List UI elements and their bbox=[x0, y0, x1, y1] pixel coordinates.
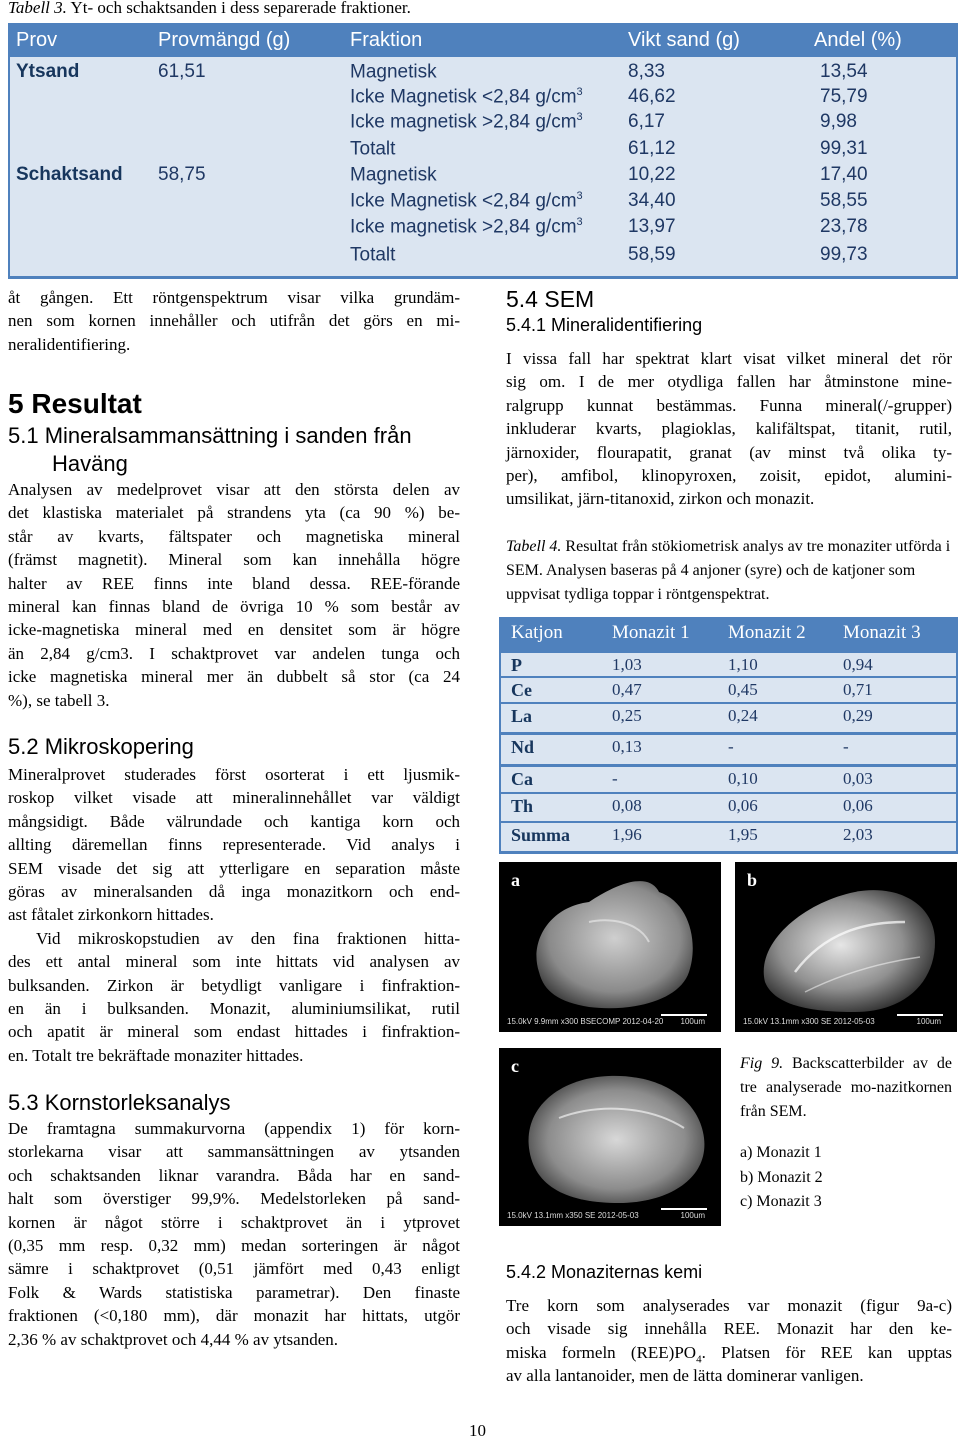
text-fragment: miska formeln (REE)PO bbox=[506, 1342, 697, 1362]
scale-bar bbox=[897, 1014, 943, 1016]
table3-cell-vikt: 58,59 bbox=[628, 244, 676, 265]
table3-cell-provmangd: 61,51 bbox=[158, 61, 206, 82]
table4-row bbox=[501, 767, 956, 792]
text-line: SEM visade det sig att ytterligare en separation måste bbox=[8, 858, 460, 878]
fraktion-text: Icke magnetisk >2,84 g/cm bbox=[350, 111, 577, 133]
paragraph-5-4-1 bbox=[506, 347, 952, 511]
table4-cell-katjon: Ce bbox=[511, 680, 532, 700]
fraktion-text: Totalt bbox=[350, 138, 396, 160]
table4-cell-value: 1,10 bbox=[728, 655, 758, 674]
table3-header-andel: Andel (%) bbox=[814, 29, 902, 51]
text-line: storlekarna visar att sammansättningen av ytsanden bbox=[8, 1142, 460, 1162]
table3-cell-vikt: 61,12 bbox=[628, 138, 676, 159]
text-line: och apatit är mineral som endast hittades i finfraktion- bbox=[8, 1022, 460, 1042]
text-line: De framtagna summakurvorna (appendix 1) för korn- bbox=[8, 1119, 460, 1138]
text-line: (0,35 mm resp. 0,32 mm) medan sorteringen är något bbox=[8, 1235, 460, 1255]
table3-cell-vikt: 46,62 bbox=[628, 86, 676, 107]
table4-cell-value: 0,94 bbox=[843, 655, 873, 674]
table4-cell-value: 0,25 bbox=[612, 706, 642, 725]
table3-cell-andel: 99,73 bbox=[820, 244, 868, 265]
monazite-grain-b-image bbox=[735, 862, 957, 1032]
sem-image-a bbox=[499, 862, 721, 1032]
text-line: Analysen av medelprovet visar att den största delen av bbox=[8, 480, 460, 499]
figure9-list bbox=[740, 1141, 823, 1215]
table4-row bbox=[501, 678, 956, 702]
table4-caption: Tabell 4. Resultat från stökiometrisk analys av tre monaziter utförda i SEM. Analysen baseras på 4 anjoner (syre) och de katjoner som uppvisat tydliga toppar i röntgenspektrat. bbox=[506, 538, 951, 603]
figure-list-item: b) Monazit 2 bbox=[740, 1168, 823, 1186]
text-line: bulksanden. Zirkon är betydligt vanligare i finfraktion- bbox=[8, 975, 460, 995]
sem-a-info bbox=[507, 1017, 713, 1026]
table4-cell-value: 0,06 bbox=[728, 796, 758, 815]
sem-a-scale-text: 100um bbox=[680, 1017, 705, 1026]
text-line: des ett antal mineral som inte hittats vid analysen av bbox=[8, 952, 460, 972]
table3-cell-fraktion bbox=[350, 244, 395, 266]
sem-b-info-text: 15.0kV 13.1mm x300 SE 2012-05-03 bbox=[743, 1017, 875, 1026]
text-line: kornen är något större i schaktprovet än i ytprovet bbox=[8, 1212, 460, 1232]
text-line: Tre korn som analyserades var monazit (figur 9a-c) bbox=[506, 1296, 952, 1315]
text-line: åt gången. Ett röntgenspektrum visar vilka grundäm- bbox=[8, 288, 460, 307]
table4-cell-katjon: Nd bbox=[511, 737, 535, 757]
superscript: 3 bbox=[576, 216, 583, 228]
monazite-grain-a-image bbox=[499, 862, 721, 1032]
sem-c-info-text: 15.0kV 13.1mm x350 SE 2012-05-03 bbox=[507, 1211, 639, 1220]
text-line: av alla lantanoider, men de lätta dominerar vanligen. bbox=[506, 1366, 864, 1386]
table4-header-monazit2: Monazit 2 bbox=[728, 622, 806, 643]
table3-header bbox=[8, 23, 958, 57]
figure9-caption: Fig 9. Backscatterbilder av de tre analyserade mo-nazitkornen från SEM. bbox=[740, 1055, 952, 1120]
heading-line: 5.1 Mineralsammansättning i sanden från bbox=[8, 423, 412, 448]
text-line: neralidentifiering. bbox=[8, 334, 131, 354]
sem-b-scale-text: 100um bbox=[916, 1017, 941, 1026]
heading-5-1 bbox=[8, 422, 412, 478]
paragraph-5-3 bbox=[8, 1117, 460, 1351]
table3-cell-andel: 13,54 bbox=[820, 61, 868, 82]
table4-cell-value: - bbox=[843, 737, 849, 756]
table4-cell-value: - bbox=[728, 737, 734, 756]
table3-cell-provmangd: 58,75 bbox=[158, 164, 206, 185]
text-line: det klastiska materialet på strandens yta (ca 90 %) be- bbox=[8, 503, 460, 523]
text-line: en. Totalt tre bekräftade monaziter hittades. bbox=[8, 1045, 304, 1065]
table4-cell-value: 0,47 bbox=[612, 680, 642, 699]
text-line: fraktionen (<0,180 mm), där monazit har hittats, utgör bbox=[8, 1306, 460, 1326]
fraktion-text: Totalt bbox=[350, 244, 396, 266]
figure-c-label: c bbox=[511, 1056, 519, 1076]
text-line: sämre i schaktprovet (0,51 jämfört med 0,43 enligt bbox=[8, 1259, 460, 1279]
text-line: halt som överstiger 99,9%. Medelstorleken på sand- bbox=[8, 1189, 460, 1209]
table4-cell-value: 0,45 bbox=[728, 680, 758, 699]
fraktion-text: Magnetisk bbox=[350, 61, 437, 83]
table3-cell-vikt: 34,40 bbox=[628, 190, 676, 211]
table3-caption: Tabell 3. Yt- och schaktsanden i dess separerade fraktioner. bbox=[8, 0, 411, 17]
table3-cell-andel: 99,31 bbox=[820, 138, 868, 159]
text-line: 2,36 % av schaktprovet och 4,44 % av ytsanden. bbox=[8, 1329, 338, 1349]
table3-header-prov: Prov bbox=[16, 29, 58, 51]
table4-cell-value: 1,96 bbox=[612, 825, 642, 844]
text-line: halter av REE finns inte bland dessa. REE-förande bbox=[8, 573, 460, 593]
text-line: allting däremellan finns representerade. Vid analys i bbox=[8, 835, 460, 855]
table3-cell-fraktion bbox=[350, 138, 395, 160]
monazite-grain-c-image bbox=[499, 1048, 721, 1226]
sem-c-info bbox=[507, 1211, 713, 1220]
table4-row bbox=[501, 823, 956, 851]
table3-cell-andel: 17,40 bbox=[820, 164, 868, 185]
sem-a-info-text: 15.0kV 9.9mm x300 BSECOMP 2012-04-20 bbox=[507, 1017, 664, 1026]
fraktion-text: Icke magnetisk >2,84 g/cm bbox=[350, 216, 577, 238]
page-number: 10 bbox=[469, 1421, 486, 1440]
text-line: Mineralprovet studerades först osorterat i ett ljusmik- bbox=[8, 765, 460, 784]
table3-cell-andel: 58,55 bbox=[820, 190, 868, 211]
paragraph-5-4-2 bbox=[506, 1294, 952, 1388]
table4-cell-value: 1,95 bbox=[728, 825, 758, 844]
table4-cell-katjon: Summa bbox=[511, 825, 571, 845]
superscript: 3 bbox=[576, 86, 583, 98]
heading-5-4: 5.4 SEM bbox=[506, 286, 595, 312]
text-line: Folk & Wards statistiska parametrar). Den finaste bbox=[8, 1282, 460, 1302]
scale-bar bbox=[661, 1014, 707, 1016]
text-line: mineral kan finnas bland de övriga 10 % som består av bbox=[8, 596, 460, 616]
text-line bbox=[506, 1341, 952, 1364]
table3-cell-vikt: 8,33 bbox=[628, 61, 665, 82]
table3-cell-andel: 75,79 bbox=[820, 86, 868, 107]
superscript: 3 bbox=[576, 190, 583, 202]
table4-cell-value: 1,03 bbox=[612, 655, 642, 674]
heading-line: Haväng bbox=[52, 451, 128, 476]
table3-header-vikt: Vikt sand (g) bbox=[628, 29, 740, 51]
table3 bbox=[8, 23, 958, 279]
text-line: ralgrupp kunnat bestämmas. Funna mineral(/-grupper) bbox=[506, 395, 952, 415]
table3-cell-prov: Schaktsand bbox=[16, 164, 123, 185]
table4-header-monazit3: Monazit 3 bbox=[843, 622, 921, 643]
text-fragment: . Platsen för REE kan upptas bbox=[701, 1342, 953, 1362]
fraktion-text: Icke Magnetisk <2,84 g/cm bbox=[350, 86, 577, 108]
table3-cell-andel: 9,98 bbox=[820, 111, 857, 132]
table4-cell-value: 0,08 bbox=[612, 796, 642, 815]
heading-5-3: 5.3 Kornstorleksanalys bbox=[8, 1090, 231, 1115]
table3-header-fraktion: Fraktion bbox=[350, 29, 423, 51]
table4-header-monazit1: Monazit 1 bbox=[612, 622, 690, 643]
fraktion-text: Magnetisk bbox=[350, 164, 437, 186]
text-line: än 2,84 g/cm3. I schaktprovet var andelen tunga och bbox=[8, 643, 460, 663]
text-line: och schaktsanden liknar varandra. Båda har en sand- bbox=[8, 1165, 460, 1185]
text-line: roskop vilket visade att mineralinnehållet var väldigt bbox=[8, 788, 460, 808]
table3-cell-vikt: 10,22 bbox=[628, 164, 676, 185]
table4-cell-value: 0,10 bbox=[728, 769, 758, 788]
sem-c-scale-text: 100um bbox=[680, 1211, 705, 1220]
table4-cell-katjon: P bbox=[511, 655, 522, 675]
heading-5-4-1: 5.4.1 Mineralidentifiering bbox=[506, 315, 703, 335]
table4-cell-value: 0,24 bbox=[728, 706, 758, 725]
text-line: ast fåtalet zirkonkorn hittades. bbox=[8, 905, 214, 925]
text-line: icke magnetiska mineral mer än dubbelt så stor (ca 24 bbox=[8, 667, 460, 687]
table4-cell-katjon: La bbox=[511, 706, 533, 726]
text-line: icke-magnetiska mineral med en densitet som är högre bbox=[8, 620, 460, 640]
fraktion-text: Icke Magnetisk <2,84 g/cm bbox=[350, 190, 577, 212]
table4-cell-value: 0,03 bbox=[843, 769, 873, 788]
text-line: står av kvarts, fältspater och magnetiska mineral bbox=[8, 526, 460, 546]
table3-cell-fraktion bbox=[350, 86, 583, 108]
table4-header-katjon: Katjon bbox=[511, 622, 563, 643]
table4-cell-value: 0,13 bbox=[612, 737, 642, 756]
intro-paragraph bbox=[8, 286, 460, 356]
text-line: sig om. I de mer otydliga fallen har åtminstone mine- bbox=[506, 372, 952, 392]
sem-b-info bbox=[743, 1017, 949, 1026]
table3-cell-fraktion bbox=[350, 190, 583, 212]
table3-cell-andel: 23,78 bbox=[820, 216, 868, 237]
table4-row bbox=[501, 653, 956, 676]
figure-list-item: a) Monazit 1 bbox=[740, 1144, 822, 1161]
table4-cell-katjon: Th bbox=[511, 796, 534, 816]
table4-cell-value: 0,29 bbox=[843, 706, 873, 725]
paragraph-5-2 bbox=[8, 763, 460, 1067]
table3-cell-fraktion bbox=[350, 61, 437, 83]
text-line: umsilikat, järn-titanoxid, zirkon och monazit. bbox=[506, 489, 815, 509]
text-line: inkluderar kvarts, plagioklas, kalifältspat, titanit, rutil, bbox=[506, 419, 952, 439]
table3-cell-vikt: 6,17 bbox=[628, 111, 665, 132]
table3-cell-fraktion bbox=[350, 111, 583, 133]
subscript: 4 bbox=[696, 1353, 702, 1366]
text-line: %), se tabell 3. bbox=[8, 690, 110, 710]
paragraph-5-1 bbox=[8, 478, 460, 712]
table4-cell-value: 0,06 bbox=[843, 796, 873, 815]
table4-cell-value: 2,03 bbox=[843, 825, 873, 844]
table4-row bbox=[501, 794, 956, 821]
text-line: järnoxider, flourapatit, granat (av minst två olika ty- bbox=[506, 442, 952, 462]
table4-cell-value: 0,71 bbox=[843, 680, 873, 699]
heading-5-resultat: 5 Resultat bbox=[8, 388, 142, 419]
heading-5-2: 5.2 Mikroskopering bbox=[8, 734, 194, 759]
text-line: nen som kornen innehåller och utifrån det görs en mi- bbox=[8, 311, 460, 331]
table3-cell-fraktion bbox=[350, 164, 437, 186]
table4-cell-value: - bbox=[612, 769, 618, 788]
text-line: Vid mikroskopstudien av den fina fraktionen hitta- bbox=[36, 928, 460, 948]
figure-b-label: b bbox=[747, 870, 758, 890]
table3-body bbox=[10, 57, 956, 276]
table3-header-provmangd: Provmängd (g) bbox=[158, 29, 291, 51]
sem-image-c bbox=[499, 1048, 721, 1226]
text-line: I vissa fall har spektrat klart visat vilket mineral det rör bbox=[506, 349, 952, 368]
figure-a-label: a bbox=[511, 870, 520, 890]
figure-list-item: c) Monazit 3 bbox=[740, 1193, 822, 1210]
text-line: och visade sig innehålla REE. Monazit har den ke- bbox=[506, 1319, 952, 1339]
text-line: göras av mineralsanden då inga monazitkorn och end- bbox=[8, 881, 460, 901]
text-line: per), amfibol, klinopyroxen, zoisit, epidot, alumini- bbox=[506, 465, 952, 485]
scale-bar bbox=[661, 1208, 707, 1210]
table3-cell-vikt: 13,97 bbox=[628, 216, 676, 237]
superscript: 3 bbox=[576, 111, 583, 123]
table4-row bbox=[501, 704, 956, 732]
table3-cell-fraktion bbox=[350, 216, 583, 238]
table3-cell-prov: Ytsand bbox=[16, 61, 80, 82]
text-line: en än i bulksanden. Monazit, aluminiumsilikat, rutil bbox=[8, 998, 460, 1018]
table4 bbox=[499, 617, 958, 854]
text-line: (främst magnetit). Mineral som kan innehålla högre bbox=[8, 550, 460, 570]
table4-cell-katjon: Ca bbox=[511, 769, 533, 789]
text-line: mångsidigt. Både välrundade och kantiga korn och bbox=[8, 811, 460, 831]
heading-5-4-2: 5.4.2 Monaziternas kemi bbox=[506, 1262, 703, 1282]
table4-row bbox=[501, 735, 956, 764]
sem-image-b bbox=[735, 862, 957, 1032]
